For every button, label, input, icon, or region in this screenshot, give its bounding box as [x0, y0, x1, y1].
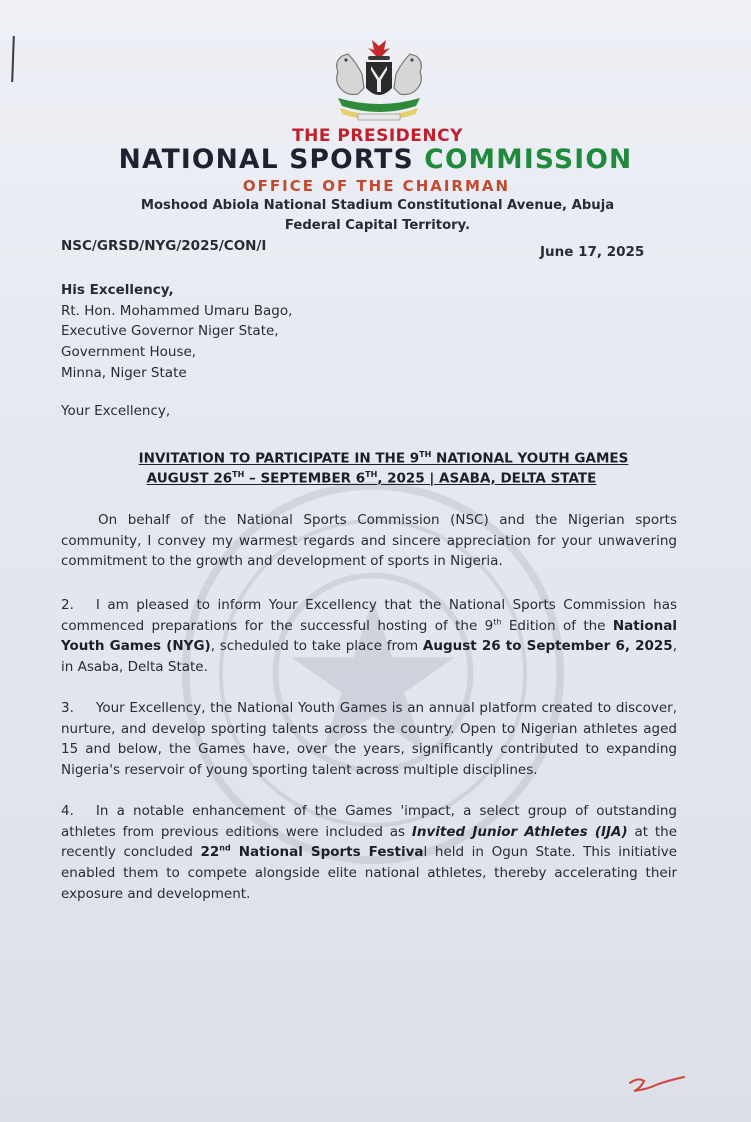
addressee-salutation: His Excellency,: [61, 282, 174, 298]
paragraph-text: Edition of the: [501, 617, 613, 634]
paragraph-superscript: th: [493, 617, 502, 627]
paragraph-text: , scheduled to take place from: [210, 638, 423, 655]
subject-line-1: [8, 450, 751, 467]
commission-heading-part1: NATIONAL SPORTS: [118, 144, 425, 175]
subject-superscript: TH: [232, 470, 245, 479]
paragraph-bold: National Youth Games (NYG): [61, 617, 677, 655]
addressee-line: Rt. Hon. Mohammed Umaru Bago,: [61, 302, 293, 319]
subject-line-2: [0, 470, 747, 487]
paragraph-4: [61, 801, 677, 905]
coat-of-arms-icon: [324, 38, 434, 124]
addressee-block: [61, 280, 292, 384]
paragraph-text: , in Asaba, Delta State.: [61, 638, 677, 676]
greeting: Your Excellency,: [61, 403, 171, 419]
paragraph-1-text: On behalf of the National Sports Commission (NSC) and the Nigerian sports community, I convey my warmest regards and sincere appreciation for your unwavering commitment to the growth and development of sports in Nigeria.: [61, 512, 677, 570]
letter-date: June 17, 2025: [540, 244, 645, 260]
paragraph-text: In a notable enhancement of the Games 'impact, a select group of outstanding athletes from previous editions were included as: [61, 803, 677, 840]
paragraph-superscript: nd: [219, 843, 231, 853]
subject-text: INVITATION TO PARTICIPATE IN THE 9: [138, 450, 420, 467]
paragraph-text: l held in Ogun State. This initiative enabled them to compete alongside elite national athletes, thereby accelerating their exposure and development.: [61, 844, 678, 902]
commission-heading: [0, 144, 751, 175]
office-heading: OFFICE OF THE CHAIRMAN: [242, 177, 511, 195]
paragraph-bold: 22: [200, 844, 220, 861]
paragraph-number: 4.: [61, 803, 74, 819]
ink-initial-mark: [626, 1071, 690, 1095]
reference-number: NSC/GRSD/NYG/2025/CON/I: [61, 238, 267, 254]
paragraph-text: I am pleased to inform Your Excellency that the National Sports Commission has commenced preparations for the successful hosting of the 9: [61, 597, 677, 634]
paragraph-3: [61, 698, 677, 781]
addressee-line: Executive Governor Niger State,: [61, 323, 279, 340]
paragraph-bold: National Sports Festiva: [230, 844, 424, 861]
margin-pen-mark: [11, 36, 15, 82]
paragraph-text: at the recently concluded: [61, 823, 677, 861]
subject-text: NATIONAL YOUTH GAMES: [431, 450, 629, 467]
paragraph-text: Your Excellency, the National Youth Games is an annual platform created to discover, nurture, and develop sporting talents across the country. Open to Nigerian athletes aged 15 and below, the Games have, over the years, significantly contributed to expanding Nigeria's reservoir of young sporting talent across multiple disciplines.: [61, 700, 677, 779]
paragraph-number: 2.: [61, 597, 74, 613]
addressee-line: Government House,: [61, 344, 197, 361]
paragraph-number: 3.: [61, 700, 74, 716]
paragraph-bold-italic: Invited Junior Athletes (IJA): [411, 823, 628, 840]
address-line-1: Moshood Abiola National Stadium Constitutional Avenue, Abuja: [140, 198, 615, 213]
presidency-heading: THE PRESIDENCY: [292, 126, 463, 146]
commission-heading-part2: COMMISSION: [424, 144, 633, 175]
address-line-2: Federal Capital Territory.: [284, 218, 471, 233]
subject-text: , 2025 | ASABA, DELTA STATE: [377, 470, 597, 487]
subject-superscript: TH: [365, 470, 378, 479]
subject-text: AUGUST 26: [146, 470, 233, 487]
subject-text: – SEPTEMBER 6: [244, 470, 366, 487]
paragraph-bold: August 26 to September 6, 2025: [422, 638, 673, 655]
paragraph-2: [61, 595, 677, 678]
paragraph-1: [61, 510, 677, 572]
subject-superscript: TH: [419, 450, 432, 459]
addressee-line: Minna, Niger State: [61, 364, 187, 381]
